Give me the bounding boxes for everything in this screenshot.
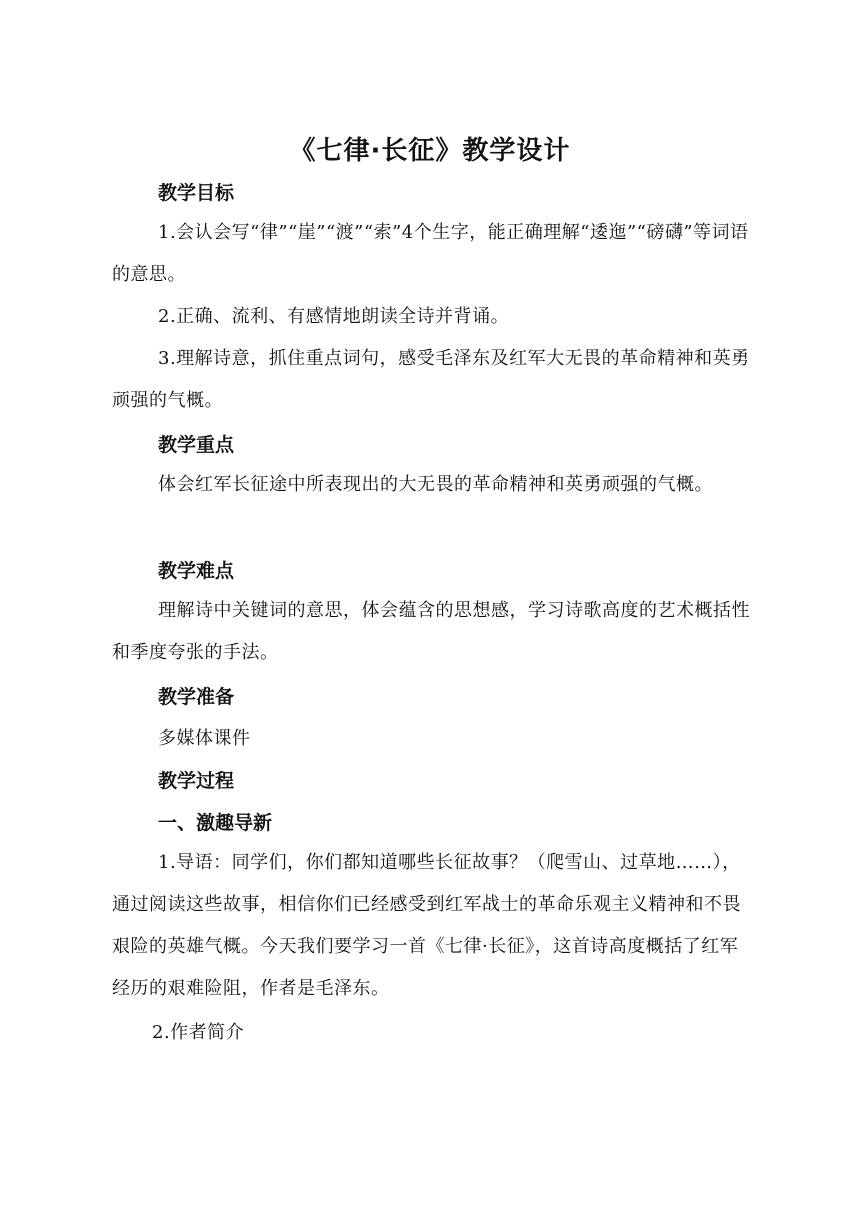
process-subheading: 一、激趣导新 [158,812,273,834]
author-intro-item: 2.作者简介 [152,1022,245,1043]
objectives-heading: 教学目标 [158,182,235,204]
process-heading: 教学过程 [158,770,235,792]
objective-item-1: 1.会认会写“律”“崖”“渡”“索”4个生字，能正确理解“逶迤”“磅礴”等词语的意思。 [112,222,749,285]
preparation-text: 多媒体课件 [158,728,251,749]
process-intro-text: 1.导语：同学们，你们都知道哪些长征故事？（爬雪山、过草地……），通过阅读这些故事，相信你们已经感受到红军战士的革命乐观主义精神和不畏艰险的英雄气概。今天我们要学习一首《七律·长征》，这首诗高度概括了红军经历的艰难险阻，作者是毛泽东。 [112,852,741,999]
key-point-heading: 教学重点 [158,434,235,456]
key-point-text: 体会红军长征途中所表现出的大无畏的革命精神和英勇顽强的气概。 [158,474,713,495]
objective-item-2: 2.正确、流利、有感情地朗读全诗并背诵。 [158,306,510,327]
objective-item-3: 3.理解诗意，抓住重点词句，感受毛泽东及红军大无畏的革命精神和英勇顽强的气概。 [112,348,750,411]
preparation-heading: 教学准备 [158,686,235,708]
document-title: 《七律·长征》教学设计 [289,136,571,166]
difficulty-text: 理解诗中关键词的意思，体会蕴含的思想感，学习诗歌高度的艺术概括性和季度夸张的手法。 [112,600,750,663]
difficulty-heading: 教学难点 [158,560,235,582]
